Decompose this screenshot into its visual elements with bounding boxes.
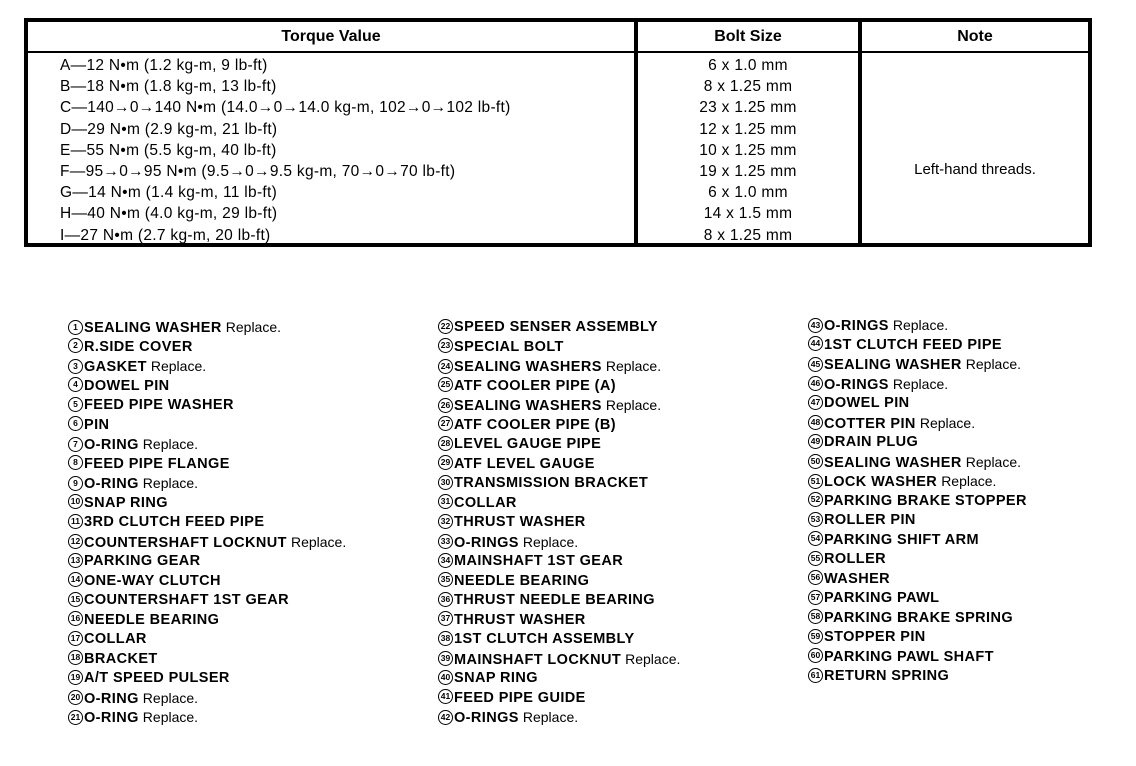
part-name: R.SIDE COVER [84, 338, 193, 355]
part-name: ATF COOLER PIPE (A) [454, 377, 616, 394]
circled-number-icon: 34 [438, 553, 453, 568]
part-name: PARKING BRAKE SPRING [824, 609, 1013, 626]
replace-note: Replace. [142, 709, 199, 725]
part-name: O-RINGS [454, 534, 519, 551]
torque-value-cell: F—95→0→95 N•m (9.5→0→9.5 kg-m, 70→0→70 lb-ft) [60, 163, 456, 180]
circled-number-icon: 26 [438, 398, 453, 413]
part-name: BRACKET [84, 650, 158, 667]
part-name: DOWEL PIN [824, 395, 910, 411]
parts-list-item [68, 494, 346, 514]
part-name: O-RINGS [824, 376, 889, 393]
circled-number-icon: 42 [438, 710, 453, 725]
parts-list-item [68, 689, 346, 709]
replace-note: Replace. [522, 709, 579, 725]
parts-list-item [68, 455, 346, 475]
parts-list-column-2 [438, 318, 680, 728]
circled-number-icon: 6 [68, 416, 83, 431]
parts-list-column-1 [68, 318, 346, 728]
part-name: NEEDLE BEARING [454, 572, 590, 589]
parts-list-item [438, 318, 680, 338]
parts-list-item [808, 511, 1027, 531]
circled-number-icon: 39 [438, 651, 453, 666]
parts-list-item [68, 650, 346, 670]
parts-list-item [808, 628, 1027, 648]
replace-note: Replace. [941, 473, 997, 489]
torque-value-cell: H—40 N•m (4.0 kg-m, 29 lb-ft) [60, 205, 278, 223]
part-name: SEALING WASHER [824, 454, 962, 471]
part-name: FEED PIPE GUIDE [454, 689, 586, 706]
parts-list-item [68, 338, 346, 358]
parts-list-item [438, 494, 680, 514]
circled-number-icon: 18 [68, 650, 83, 665]
torque-value-cell: B—18 N•m (1.8 kg-m, 13 lb-ft) [60, 78, 277, 96]
circled-number-icon: 21 [68, 710, 83, 725]
parts-list-item [68, 357, 346, 377]
circled-number-icon: 33 [438, 534, 453, 549]
header-divider [28, 51, 1088, 53]
parts-list-item [438, 552, 680, 572]
parts-list-item [808, 648, 1027, 668]
circled-number-icon: 59 [808, 629, 823, 644]
parts-list-item [68, 474, 346, 494]
parts-list-item [808, 414, 1027, 434]
parts-list-item [68, 318, 346, 338]
circled-number-icon: 57 [808, 590, 823, 605]
bolt-size-cell: 8 x 1.25 mm [703, 78, 793, 96]
circled-number-icon: 58 [808, 609, 823, 624]
parts-list-item [808, 667, 1027, 687]
replace-note: Replace. [919, 414, 976, 431]
circled-number-icon: 13 [68, 553, 83, 568]
circled-number-icon: 53 [808, 512, 823, 527]
circled-number-icon: 54 [808, 531, 823, 546]
part-name: ROLLER [824, 551, 887, 567]
circled-number-icon: 46 [808, 376, 823, 391]
torque-value-cell: C—140→0→140 N•m (14.0→0→14.0 kg-m, 102→0→102 lb-ft) [60, 99, 511, 117]
part-name: SPEED SENSER ASSEMBLY [454, 319, 658, 335]
replace-note: Replace. [142, 689, 199, 706]
part-name: SEALING WASHER [84, 320, 222, 336]
torque-value-cell: E—55 N•m (5.5 kg-m, 40 lb-ft) [60, 141, 277, 159]
parts-list-item [808, 355, 1027, 375]
parts-list-item [438, 513, 680, 533]
circled-number-icon: 5 [68, 397, 83, 412]
parts-list-item [438, 357, 680, 377]
parts-list-item [68, 377, 346, 397]
bolt-size-cell: 6 x 1.0 mm [708, 184, 788, 202]
parts-list-item [438, 591, 680, 611]
circled-number-icon: 9 [68, 476, 83, 491]
parts-list-item [68, 611, 346, 631]
part-name: SEALING WASHERS [454, 359, 602, 375]
parts-list-item [808, 589, 1027, 609]
torque-value-cell: D—29 N•m (2.9 kg-m, 21 lb-ft) [60, 120, 278, 138]
part-name: SEALING WASHER [824, 357, 962, 373]
circled-number-icon: 61 [808, 668, 823, 683]
header-note: Note [957, 28, 993, 45]
part-name: PARKING GEAR [84, 553, 201, 569]
part-name: MAINSHAFT 1ST GEAR [454, 553, 624, 569]
part-name: FEED PIPE WASHER [84, 397, 234, 413]
circled-number-icon: 32 [438, 514, 453, 529]
circled-number-icon: 38 [438, 631, 453, 646]
header-bolt-size: Bolt Size [714, 28, 782, 45]
circled-number-icon: 27 [438, 416, 453, 431]
circled-number-icon: 60 [808, 648, 823, 663]
parts-list-item [68, 591, 346, 611]
part-name: SPECIAL BOLT [454, 338, 564, 355]
parts-list-item [808, 336, 1027, 356]
replace-note: Replace. [892, 375, 949, 392]
circled-number-icon: 31 [438, 494, 453, 509]
bolt-size-cell: 12 x 1.25 mm [699, 120, 797, 138]
bolt-size-cell: 14 x 1.5 mm [703, 205, 793, 223]
part-name: WASHER [824, 570, 891, 587]
part-name: THRUST NEEDLE BEARING [454, 592, 655, 608]
part-name: COLLAR [454, 494, 517, 511]
part-name: PARKING PAWL SHAFT [824, 648, 994, 665]
parts-list-item [68, 435, 346, 455]
part-name: COTTER PIN [824, 415, 916, 432]
parts-list-item [438, 455, 680, 475]
replace-note: Replace. [892, 317, 949, 333]
circled-number-icon: 8 [68, 455, 83, 470]
part-name: COLLAR [84, 631, 147, 647]
circled-number-icon: 55 [808, 551, 823, 566]
circled-number-icon: 3 [68, 359, 83, 374]
circled-number-icon: 43 [808, 318, 823, 333]
circled-number-icon: 20 [68, 690, 83, 705]
parts-list-item [438, 689, 680, 709]
replace-note: Replace. [225, 319, 282, 335]
part-name: SNAP RING [84, 494, 168, 511]
parts-list-item [438, 533, 680, 553]
parts-list-item [438, 416, 680, 436]
circled-number-icon: 11 [68, 514, 83, 529]
circled-number-icon: 49 [808, 434, 823, 449]
parts-list-item [808, 609, 1027, 629]
parts-list-item [68, 572, 346, 592]
part-name: NEEDLE BEARING [84, 611, 220, 628]
parts-list-item [68, 630, 346, 650]
parts-list-item [68, 708, 346, 728]
parts-list-item [438, 396, 680, 416]
parts-list-item [808, 570, 1027, 590]
part-name: COUNTERSHAFT 1ST GEAR [84, 592, 289, 608]
circled-number-icon: 50 [808, 454, 823, 469]
part-name: PARKING BRAKE STOPPER [824, 492, 1027, 509]
circled-number-icon: 52 [808, 492, 823, 507]
part-name: 3RD CLUTCH FEED PIPE [84, 514, 265, 530]
parts-list-item [808, 550, 1027, 570]
circled-number-icon: 30 [438, 475, 453, 490]
parts-list-item [68, 669, 346, 689]
parts-list-item [808, 394, 1027, 414]
part-name: 1ST CLUTCH ASSEMBLY [454, 631, 635, 647]
circled-number-icon: 44 [808, 336, 823, 351]
part-name: ONE-WAY CLUTCH [84, 572, 221, 589]
parts-list-item [808, 492, 1027, 512]
part-name: STOPPER PIN [824, 629, 926, 645]
replace-note: Replace. [625, 650, 681, 667]
circled-number-icon: 47 [808, 395, 823, 410]
circled-number-icon: 10 [68, 494, 83, 509]
parts-list-item [808, 453, 1027, 473]
parts-list-item [438, 669, 680, 689]
circled-number-icon: 45 [808, 357, 823, 372]
part-name: DRAIN PLUG [824, 434, 919, 450]
part-name: A/T SPEED PULSER [84, 670, 230, 686]
circled-number-icon: 37 [438, 611, 453, 626]
parts-list-item [68, 533, 346, 553]
part-name: O-RING [84, 437, 139, 453]
column-divider [858, 22, 862, 243]
circled-number-icon: 24 [438, 359, 453, 374]
circled-number-icon: 14 [68, 572, 83, 587]
part-name: DOWEL PIN [84, 377, 170, 394]
circled-number-icon: 2 [68, 338, 83, 353]
part-name: LOCK WASHER [824, 474, 938, 490]
replace-note: Replace. [522, 533, 579, 550]
circled-number-icon: 41 [438, 689, 453, 704]
bolt-size-cell: 8 x 1.25 mm [703, 226, 793, 244]
parts-list-item [68, 552, 346, 572]
parts-list-item [68, 416, 346, 436]
part-name: SEALING WASHERS [454, 398, 602, 414]
replace-note: Replace. [142, 436, 199, 452]
circled-number-icon: 51 [808, 474, 823, 489]
part-name: ATF COOLER PIPE (B) [454, 416, 616, 433]
parts-list-item [438, 338, 680, 358]
circled-number-icon: 35 [438, 572, 453, 587]
bolt-size-cell: 19 x 1.25 mm [699, 163, 797, 180]
parts-list-item [808, 472, 1027, 492]
parts-list-item [438, 474, 680, 494]
part-name: GASKET [84, 359, 147, 375]
circled-number-icon: 28 [438, 436, 453, 451]
header-torque-value: Torque Value [281, 28, 381, 45]
circled-number-icon: 40 [438, 670, 453, 685]
part-name: SNAP RING [454, 670, 538, 686]
part-name: THRUST WASHER [454, 611, 586, 628]
parts-list-item [438, 611, 680, 631]
replace-note: Replace. [142, 475, 199, 491]
circled-number-icon: 36 [438, 592, 453, 607]
parts-list-item [438, 435, 680, 455]
torque-value-cell: A—12 N•m (1.2 kg-m, 9 lb-ft) [60, 57, 268, 74]
parts-list-item [438, 650, 680, 670]
circled-number-icon: 17 [68, 631, 83, 646]
torque-table [24, 18, 1092, 247]
part-name: LEVEL GAUGE PIPE [454, 436, 602, 452]
circled-number-icon: 48 [808, 415, 823, 430]
parts-list-item [808, 375, 1027, 395]
circled-number-icon: 23 [438, 338, 453, 353]
parts-list-item [68, 513, 346, 533]
part-name: THRUST WASHER [454, 514, 586, 530]
note-left-hand-threads: Left-hand threads. [914, 161, 1036, 178]
bolt-size-cell: 6 x 1.0 mm [708, 57, 788, 74]
part-name: PARKING PAWL [824, 590, 940, 606]
circled-number-icon: 25 [438, 377, 453, 392]
circled-number-icon: 56 [808, 570, 823, 585]
parts-list-item [808, 316, 1027, 336]
torque-value-cell: G—14 N•m (1.4 kg-m, 11 lb-ft) [60, 184, 278, 202]
bolt-size-cell: 10 x 1.25 mm [699, 141, 797, 159]
replace-note: Replace. [965, 356, 1022, 372]
part-name: COUNTERSHAFT LOCKNUT [84, 534, 287, 551]
part-name: O-RING [84, 710, 139, 726]
circled-number-icon: 7 [68, 437, 83, 452]
parts-list-item [438, 708, 680, 728]
circled-number-icon: 19 [68, 670, 83, 685]
replace-note: Replace. [605, 397, 662, 413]
parts-list-item [438, 630, 680, 650]
parts-list-column-3 [808, 316, 1027, 687]
replace-note: Replace. [290, 533, 347, 550]
part-name: MAINSHAFT LOCKNUT [454, 651, 622, 668]
part-name: ATF LEVEL GAUGE [454, 455, 595, 472]
parts-list-item [438, 377, 680, 397]
bolt-size-cell: 23 x 1.25 mm [699, 99, 797, 117]
circled-number-icon: 16 [68, 611, 83, 626]
part-name: RETURN SPRING [824, 668, 950, 684]
parts-list-item [808, 531, 1027, 551]
part-name: PIN [84, 416, 110, 433]
part-name: TRANSMISSION BRACKET [454, 475, 649, 491]
part-name: O-RINGS [824, 318, 889, 334]
circled-number-icon: 22 [438, 319, 453, 334]
circled-number-icon: 12 [68, 534, 83, 549]
replace-note: Replace. [150, 358, 207, 374]
part-name: O-RINGS [454, 710, 519, 726]
part-name: PARKING SHIFT ARM [824, 531, 980, 548]
parts-list-item [68, 396, 346, 416]
part-name: O-RING [84, 690, 139, 707]
replace-note: Replace. [965, 453, 1022, 470]
part-name: 1ST CLUTCH FEED PIPE [824, 336, 1002, 353]
parts-list-item [808, 433, 1027, 453]
circled-number-icon: 29 [438, 455, 453, 470]
circled-number-icon: 1 [68, 320, 83, 335]
parts-list-item [438, 572, 680, 592]
part-name: ROLLER PIN [824, 512, 916, 528]
part-name: FEED PIPE FLANGE [84, 455, 230, 472]
circled-number-icon: 15 [68, 592, 83, 607]
circled-number-icon: 4 [68, 377, 83, 392]
replace-note: Replace. [605, 358, 662, 374]
part-name: O-RING [84, 476, 139, 492]
torque-value-cell: I—27 N•m (2.7 kg-m, 20 lb-ft) [60, 226, 271, 244]
